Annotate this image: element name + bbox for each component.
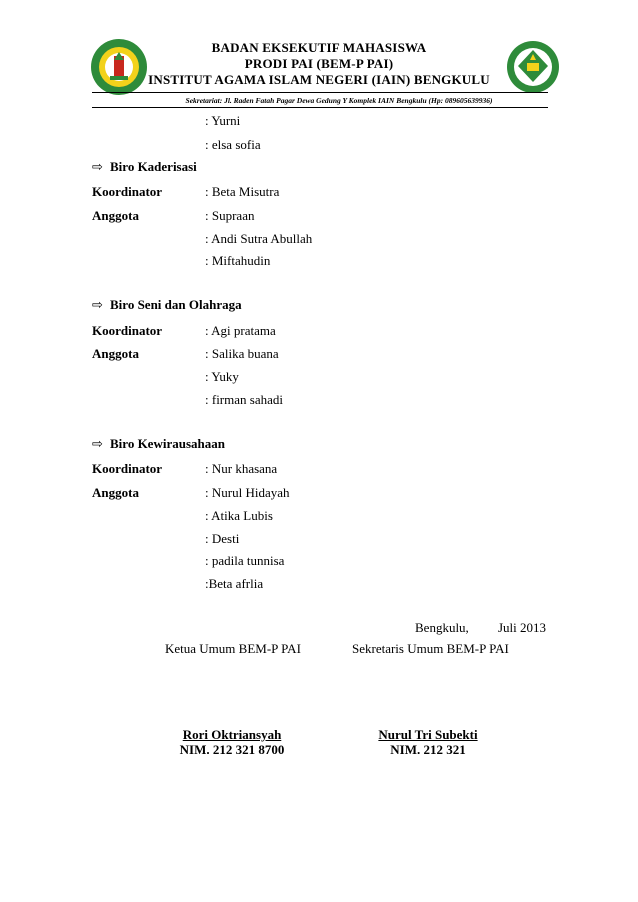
arrow-right-icon: ⇨ — [92, 297, 103, 312]
koordinator-value: : Nur khasana — [205, 461, 278, 476]
left-signer-name: Rori Oktriansyah — [182, 727, 282, 742]
section-title-seni-olahraga: ⇨ Biro Seni dan Olahraga — [92, 297, 242, 312]
anggota-item: : Yuky — [205, 369, 239, 384]
anggota-item: :Beta afrlia — [205, 576, 264, 591]
anggota-item: : Supraan — [205, 208, 255, 223]
anggota-label: Anggota — [92, 346, 139, 361]
arrow-right-icon: ⇨ — [92, 159, 103, 174]
right-signer-title: Sekretaris Umum BEM-P PAI — [352, 641, 509, 656]
koordinator-value: : Beta Misutra — [205, 184, 280, 199]
koordinator-label: Koordinator — [92, 323, 163, 338]
member-line: : elsa sofia — [205, 137, 261, 152]
koordinator-label: Koordinator — [92, 184, 163, 199]
right-signer-name: Nurul Tri Subekti — [378, 727, 478, 742]
anggota-label: Anggota — [92, 485, 139, 500]
signature-date: Juli 2013 — [498, 620, 547, 635]
signature-place: Bengkulu, — [415, 620, 469, 635]
left-signer-nim: NIM. 212 321 8700 — [179, 742, 285, 757]
anggota-label: Anggota — [92, 208, 139, 223]
header-line-2: PRODI PAI (BEM-P PAI) — [244, 56, 394, 71]
anggota-item: : padila tunnisa — [205, 553, 285, 568]
anggota-item: : firman sahadi — [205, 392, 283, 407]
koordinator-label: Koordinator — [92, 461, 163, 476]
left-signer-title: Ketua Umum BEM-P PAI — [165, 641, 301, 656]
header-line-1: BADAN EKSEKUTIF MAHASISWA — [211, 40, 427, 55]
section-title-kaderisasi: ⇨ Biro Kaderisasi — [92, 159, 197, 174]
header-rule-bottom — [92, 107, 548, 108]
right-signer-nim: NIM. 212 321 — [390, 742, 466, 757]
section-title-kewirausahaan: ⇨ Biro Kewirausahaan — [92, 436, 225, 451]
anggota-item: : Desti — [205, 531, 240, 546]
anggota-item: : Atika Lubis — [205, 508, 273, 523]
header-line-3: INSTITUT AGAMA ISLAM NEGERI (IAIN) BENGKULU — [148, 72, 490, 87]
header-address: Sekretariat: Jl. Raden Fatah Pagar Dewa Gedung Y Komplek IAIN Bengkulu (Hp: 089605639936) — [185, 96, 493, 105]
arrow-right-icon: ⇨ — [92, 436, 103, 451]
anggota-item: : Andi Sutra Abullah — [205, 231, 313, 246]
koordinator-value: : Agi pratama — [205, 323, 276, 338]
anggota-item: : Salika buana — [205, 346, 279, 361]
header-rule — [92, 92, 548, 93]
anggota-item: : Miftahudin — [205, 253, 271, 268]
anggota-item: : Nurul Hidayah — [205, 485, 290, 500]
member-line: : Yurni — [205, 113, 241, 128]
